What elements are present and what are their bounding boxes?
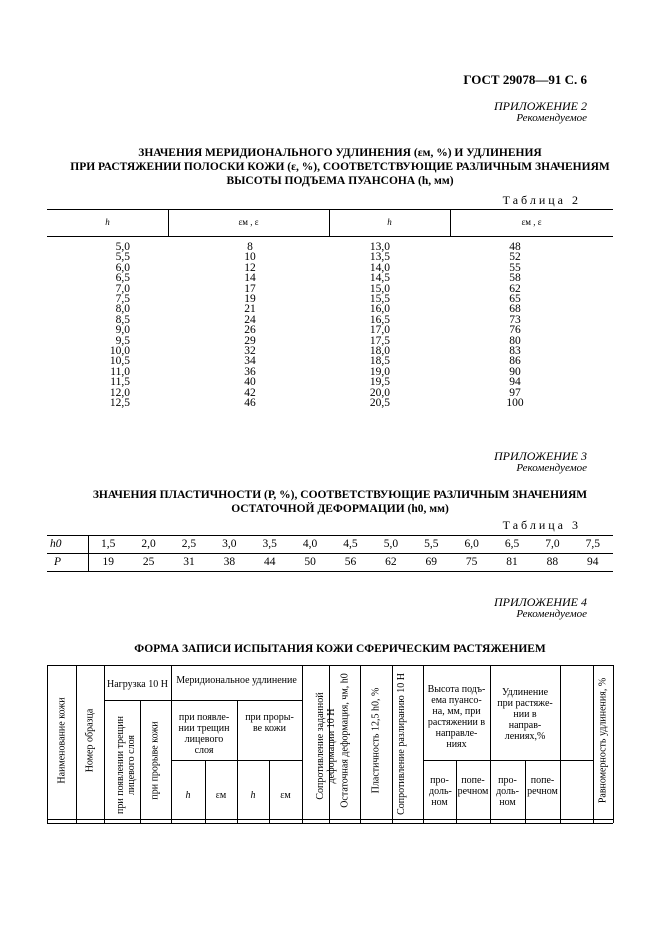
table-2-cell: 16,5	[369, 313, 390, 326]
appendix-4-heading: ФОРМА ЗАПИСИ ИСПЫТАНИЯ КОЖИ СФЕРИЧЕСКИМ РАСТЯЖЕНИЕМ	[134, 643, 546, 655]
table-2-cell: 36	[244, 365, 256, 378]
table-2-cell: 29	[244, 334, 256, 347]
table-3-cell: 7,0	[545, 538, 560, 550]
table-2-cell: 17,5	[369, 334, 390, 347]
table-2-column-h-1	[100, 242, 130, 409]
form-header-load-break: при прорыве кожи	[149, 721, 161, 800]
table-3-cell: 4,5	[343, 538, 358, 550]
table-2-header-h-2: h	[387, 217, 392, 227]
table-3-cell: 44	[263, 556, 276, 568]
table-2-cell: 6,0	[115, 261, 130, 274]
table-3-cell: 75	[465, 556, 478, 568]
table-2-cell: 40	[244, 376, 256, 389]
form-header-em-2: εм	[280, 790, 291, 801]
table-2-cell: 18,5	[369, 355, 390, 368]
form-header-load: Нагрузка 10 Н	[107, 679, 168, 690]
table-2-cell: 73	[509, 313, 521, 326]
table-2-cell: 14	[244, 272, 256, 285]
table-3-cell: 81	[506, 556, 518, 568]
form-header-em-1: εм	[215, 790, 227, 801]
form-header-meridional-crack: при появле-нии трещин лицевого слоя	[178, 712, 230, 756]
table-2-cell: 17	[244, 282, 256, 295]
table-2-cell: 13,5	[369, 251, 390, 264]
table-2-cell: 65	[509, 293, 521, 306]
table-3-cell: 5,0	[383, 538, 399, 550]
table-2-cell: 14,0	[369, 261, 390, 274]
appendix-4-label	[494, 596, 587, 620]
table-2-cell: 20,5	[369, 397, 390, 410]
table-3-cell: 50	[304, 556, 316, 568]
form-header-tear: Сопротивление разлиранию 10 Н	[396, 673, 407, 815]
appendix-2-label	[494, 100, 587, 124]
table-2-cell: 80	[509, 334, 521, 347]
table-2-cell: 90	[509, 365, 521, 378]
form-header-plasticity: Пластичность 12,5 h0, %	[370, 687, 382, 794]
table-3-label: Таблица 3	[502, 518, 581, 532]
appendix-2-note: Рекомендуемое	[516, 112, 587, 124]
table-2-cell: 48	[509, 241, 521, 253]
form-header-uniform: Равномерность удлинения, %	[597, 677, 609, 804]
table-2-cell: 100	[506, 397, 524, 410]
table-2-cell: 10,0	[109, 345, 130, 358]
form-header-transverse-1: попе-речном	[457, 775, 489, 797]
table-3-cell: 3,5	[262, 538, 277, 550]
table-2-cell: 24	[244, 313, 256, 326]
table-3-cell: 19	[102, 556, 114, 568]
table-3-cell: 3,0	[222, 538, 237, 550]
table-3-cell: 4,0	[302, 538, 318, 550]
table-2-cell: 12,5	[109, 397, 130, 410]
table-2-cell: 9,0	[115, 324, 130, 337]
table-3-cell: 94	[587, 556, 599, 568]
appendix-2-heading-line-3: ВЫСОТЫ ПОДЪЕМА ПУАНСОНА (h, мм)	[226, 175, 454, 187]
table-3-cell: 25	[142, 556, 155, 568]
form-header-residual: Остаточная деформация, чм, h0	[339, 673, 351, 808]
table-2-cell: 62	[509, 282, 521, 295]
table-2-cell: 32	[244, 345, 256, 358]
form-header-punch-height: Высота подъ-ема пуансо-на, мм, при растяжении в направле-ниях	[427, 684, 486, 750]
table-2-cell: 26	[244, 324, 256, 337]
appendix-4-title: ПРИЛОЖЕНИЕ 4	[494, 595, 587, 609]
appendix-3-heading-line-1: ЗНАЧЕНИЯ ПЛАСТИЧНОСТИ (Р, %), СООТВЕТСТВУЮЩИЕ РАЗЛИЧНЫМ ЗНАЧЕНИЯМ	[92, 489, 588, 501]
appendix-3-label	[494, 450, 587, 474]
form-header-meridional-break: при проры-ве кожи	[245, 712, 294, 734]
appendix-2-heading-line-1: ЗНАЧЕНИЯ МЕРИДИОНАЛЬНОГО УДЛИНЕНИЯ (εм, %) И УДЛИНЕНИЯ	[138, 147, 542, 159]
table-2-cell: 8	[247, 241, 253, 253]
table-3-cell: 38	[223, 556, 236, 568]
table-2-cell: 19,5	[369, 376, 390, 389]
form-header-transverse-2: попе-речном	[527, 775, 558, 797]
form-header-sample-number: Номер образца	[84, 708, 96, 773]
table-2-cell: 21	[244, 303, 256, 316]
table-3-cell: 31	[183, 556, 195, 568]
form-header-name: Наименование кожи	[56, 697, 68, 784]
table-2-header-em-2: εм , ε	[521, 217, 542, 227]
table-2-cell: 8,0	[115, 303, 130, 316]
table-2-cell: 11,5	[110, 376, 130, 389]
table-2-cell: 15,0	[369, 282, 390, 295]
table-3-cell: 88	[546, 556, 559, 568]
table-2-cell: 55	[509, 261, 521, 274]
table-2-column-em-2	[495, 242, 535, 409]
form-header-elongation: Удлинение при растяже-нии в направ-лениях,%	[497, 687, 553, 742]
table-3-cell: 1,5	[101, 538, 116, 550]
table-2-cell: 6,5	[115, 272, 130, 285]
form-header-h-1: h	[185, 790, 191, 801]
appendix-3-heading	[60, 488, 620, 516]
table-2-cell: 7,0	[115, 282, 130, 295]
table-2-cell: 58	[509, 272, 521, 285]
table-2-cell: 13,0	[369, 241, 390, 253]
table-3-row-p-label: P	[54, 556, 62, 568]
table-2-cell: 20,0	[369, 386, 390, 399]
table-2-cell: 15,5	[369, 293, 390, 306]
table-3-row-h0-label-text: h0	[50, 538, 62, 550]
table-2-cell: 94	[509, 376, 521, 389]
table-2-cell: 42	[244, 386, 256, 399]
table-2-column-h-2	[360, 242, 390, 409]
appendix-3-title: ПРИЛОЖЕНИЕ 3	[494, 449, 587, 463]
table-3-cell: 7,5	[585, 538, 600, 550]
table-3-cell: 56	[344, 556, 357, 568]
table-2-header-em-1: εм , ε	[238, 217, 259, 227]
table-2-label: Таблица 2	[502, 193, 581, 207]
table-3-cell: 6,0	[464, 538, 479, 550]
table-2-cell: 5,0	[115, 241, 130, 253]
table-3-cell: 62	[385, 556, 397, 568]
table-2-cell: 97	[509, 386, 521, 399]
table-2-cell: 10,5	[109, 355, 130, 368]
table-2-cell: 18,0	[369, 345, 390, 358]
table-2-cell: 76	[509, 324, 521, 337]
table-3-cell: 2,5	[181, 538, 197, 550]
table-2-cell: 19	[244, 293, 256, 306]
table-3-cell: 6,5	[504, 538, 520, 550]
table-2-cell: 68	[509, 303, 521, 316]
form-header-longitudinal-1: про-доль-ном	[429, 775, 452, 808]
table-2-cell: 5,5	[115, 251, 130, 264]
form-header-load-crack: при появлении трещин лицевого слоя	[115, 716, 137, 814]
table-3-cell: 5,5	[424, 538, 439, 550]
form-header-longitudinal-2: про-доль-ном	[496, 775, 519, 808]
table-2-cell: 34	[244, 355, 256, 368]
table-2-cell: 19,0	[369, 365, 390, 378]
table-2-cell: 8,5	[115, 313, 130, 326]
appendix-2-heading	[60, 146, 620, 188]
form-header-meridional: Меридиональное удлинение	[176, 675, 297, 686]
table-2-column-em-1	[230, 242, 270, 409]
document-header: ГОСТ 29078—91 С. 6	[463, 72, 587, 87]
table-3-cell: 2,0	[141, 538, 156, 550]
table-2-cell: 7,5	[115, 293, 130, 306]
table-2-cell: 17,0	[369, 324, 390, 337]
table-2-cell: 52	[509, 251, 521, 264]
table-2-cell: 86	[509, 355, 521, 368]
table-2-cell: 16,0	[369, 303, 390, 316]
table-3-row-h0-label	[50, 538, 62, 550]
table-3-cell: 69	[425, 556, 437, 568]
appendix-3-heading-line-2: ОСТАТОЧНОЙ ДЕФОРМАЦИИ (h0, мм)	[231, 503, 449, 515]
table-2-cell: 83	[509, 345, 521, 358]
table-2-cell: 9,5	[115, 334, 130, 347]
table-2-cell: 10	[244, 251, 256, 264]
form-header-resistance: Сопротивление заданной деформации 10 Н	[315, 692, 337, 800]
appendix-2-title: ПРИЛОЖЕНИЕ 2	[494, 99, 587, 113]
appendix-3-note: Рекомендуемое	[516, 462, 587, 474]
table-2-cell: 11,0	[110, 365, 130, 378]
table-2-cell: 14,5	[369, 272, 390, 285]
appendix-4-note: Рекомендуемое	[516, 608, 587, 620]
table-2-cell: 12	[244, 261, 256, 274]
appendix-2-heading-line-2: ПРИ РАСТЯЖЕНИИ ПОЛОСКИ КОЖИ (ε, %), СООТВЕТСТВУЮЩИЕ РАЗЛИЧНЫМ ЗНАЧЕНИЯМ	[70, 161, 610, 173]
table-2-cell: 46	[244, 397, 256, 410]
table-2-header-h-1: h	[105, 217, 110, 227]
form-header-h-2: h	[250, 790, 256, 801]
table-2-cell: 12,0	[109, 386, 130, 399]
